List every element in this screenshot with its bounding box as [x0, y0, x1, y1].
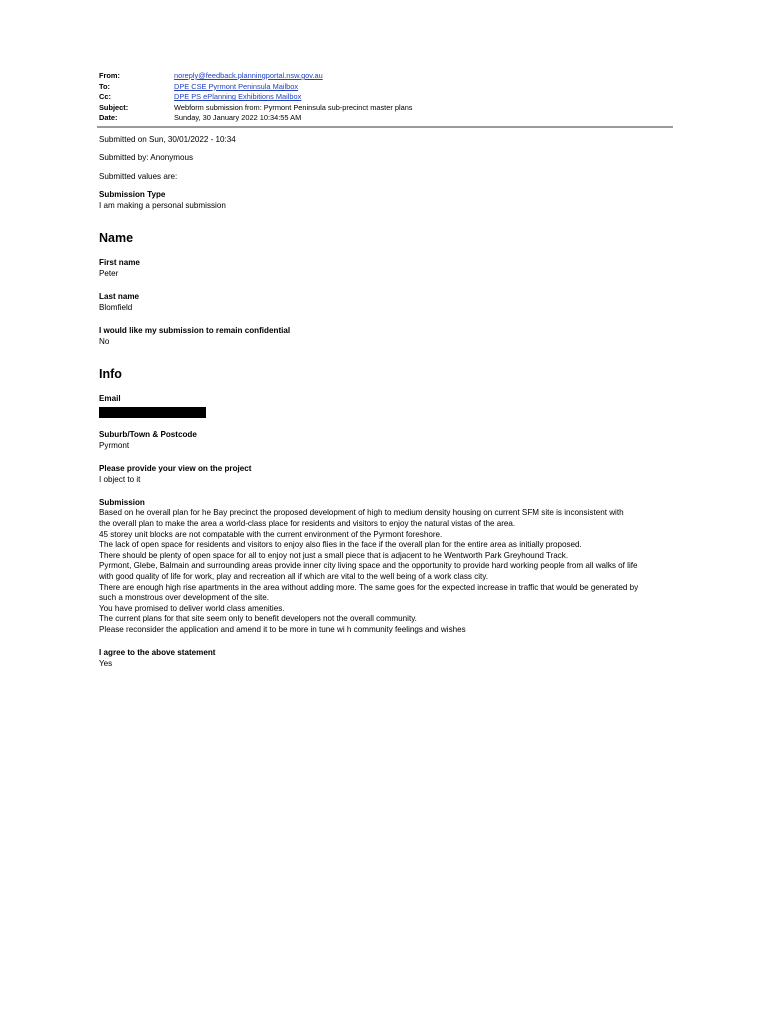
header-link[interactable]: DPE CSE Pyrmont Peninsula Mailbox [174, 81, 299, 91]
header-value: Webform submission from: Pyrmont Peninsula sub-precinct master plans [174, 102, 413, 112]
submission-line: the overall plan to make the area a world-class place for residents and visitors to enjoy the natural vistas of the area. [99, 519, 516, 529]
submission-line: You have promised to deliver world class amenities. [99, 603, 285, 613]
header-label: To: [99, 81, 110, 91]
field-label: First name [99, 258, 140, 268]
submission-line: Please reconsider the application and amend it to be more in tune wi h community feelings and wishes [99, 624, 466, 634]
header-label: Date: [99, 113, 118, 123]
submission-text [99, 508, 679, 635]
field-value: Yes [99, 658, 113, 668]
section-heading-name: Name [99, 231, 134, 246]
header-row [99, 113, 674, 124]
field-value: I am making a personal submission [99, 200, 226, 210]
submission-line: Pyrmont, Glebe, Balmain and surrounding areas provide inner city living space and the opportunity to provide hard working people from all walks of life [99, 561, 638, 571]
field-label: Suburb/Town & Postcode [99, 430, 197, 440]
view-field [99, 464, 679, 485]
submission-line: The current plans for that site seem only to benefit developers not the overall community. [99, 614, 417, 624]
field-label: I agree to the above statement [99, 648, 216, 658]
header-link[interactable]: DPE PS ePlanning Exhibitions Mailbox [174, 92, 302, 102]
email-field [99, 394, 679, 418]
header-value: Sunday, 30 January 2022 10:34:55 AM [174, 113, 302, 123]
submission-field [99, 498, 679, 636]
field-value: No [99, 336, 110, 346]
submission-line: 45 storey unit blocks are not compatable with the current environment of the Pyrmont foreshore. [99, 529, 443, 539]
field-label: Submission Type [99, 190, 166, 200]
redaction-box [99, 407, 206, 418]
field-label: Submission [99, 497, 145, 507]
agree-field [99, 648, 679, 669]
email-header [99, 71, 674, 124]
submitted-by: Submitted by: Anonymous [99, 153, 194, 163]
section-heading-info: Info [99, 367, 122, 382]
last-name-field [99, 292, 679, 313]
field-label: Last name [99, 292, 140, 302]
suburb-field [99, 430, 679, 451]
header-link[interactable]: noreply@feedback.planningportal.nsw.gov.au [174, 71, 323, 80]
header-row [99, 92, 674, 103]
submission-body [99, 135, 679, 682]
field-value: I object to it [99, 474, 141, 484]
field-value: Peter [99, 268, 119, 278]
submission-type-field [99, 190, 679, 211]
header-divider [97, 126, 673, 128]
submitted-values-heading: Submitted values are: [99, 171, 178, 181]
submission-line: There should be plenty of open space for all to enjoy not just a small piece that is adjacent to he Wentworth Park Greyhound Track. [99, 550, 569, 560]
submitted-on: Submitted on Sun, 30/01/2022 - 10:34 [99, 135, 236, 144]
header-label: Cc: [99, 92, 111, 102]
field-value: Blomfield [99, 302, 133, 312]
header-label: From: [99, 71, 120, 80]
confidential-field [99, 326, 679, 347]
field-label: I would like my submission to remain confidential [99, 325, 291, 335]
first-name-field [99, 258, 679, 279]
field-value: Pyrmont [99, 440, 130, 450]
submission-line: Based on he overall plan for he Bay precinct the proposed development of high to medium density housing on current SFM site is inconsistent with [99, 508, 624, 518]
submission-line: The lack of open space for residents and visitors to enjoy also flies in the face if the overall plan for the entire area as initially proposed. [99, 540, 582, 550]
field-label: Please provide your view on the project [99, 464, 252, 474]
submission-line: There are enough high rise apartments in the area without adding more. The same goes for the expected increase in traffic that would be generated by [99, 582, 639, 592]
header-label: Subject: [99, 102, 129, 112]
header-row [99, 103, 674, 114]
submission-line: with good quality of life for work, play and recreation all if which are vital to the well being of a work class city. [99, 572, 488, 582]
field-label: Email [99, 394, 121, 404]
header-row [99, 82, 674, 93]
submission-line: such a monstrous over development of the site. [99, 593, 270, 603]
header-row [99, 71, 674, 82]
